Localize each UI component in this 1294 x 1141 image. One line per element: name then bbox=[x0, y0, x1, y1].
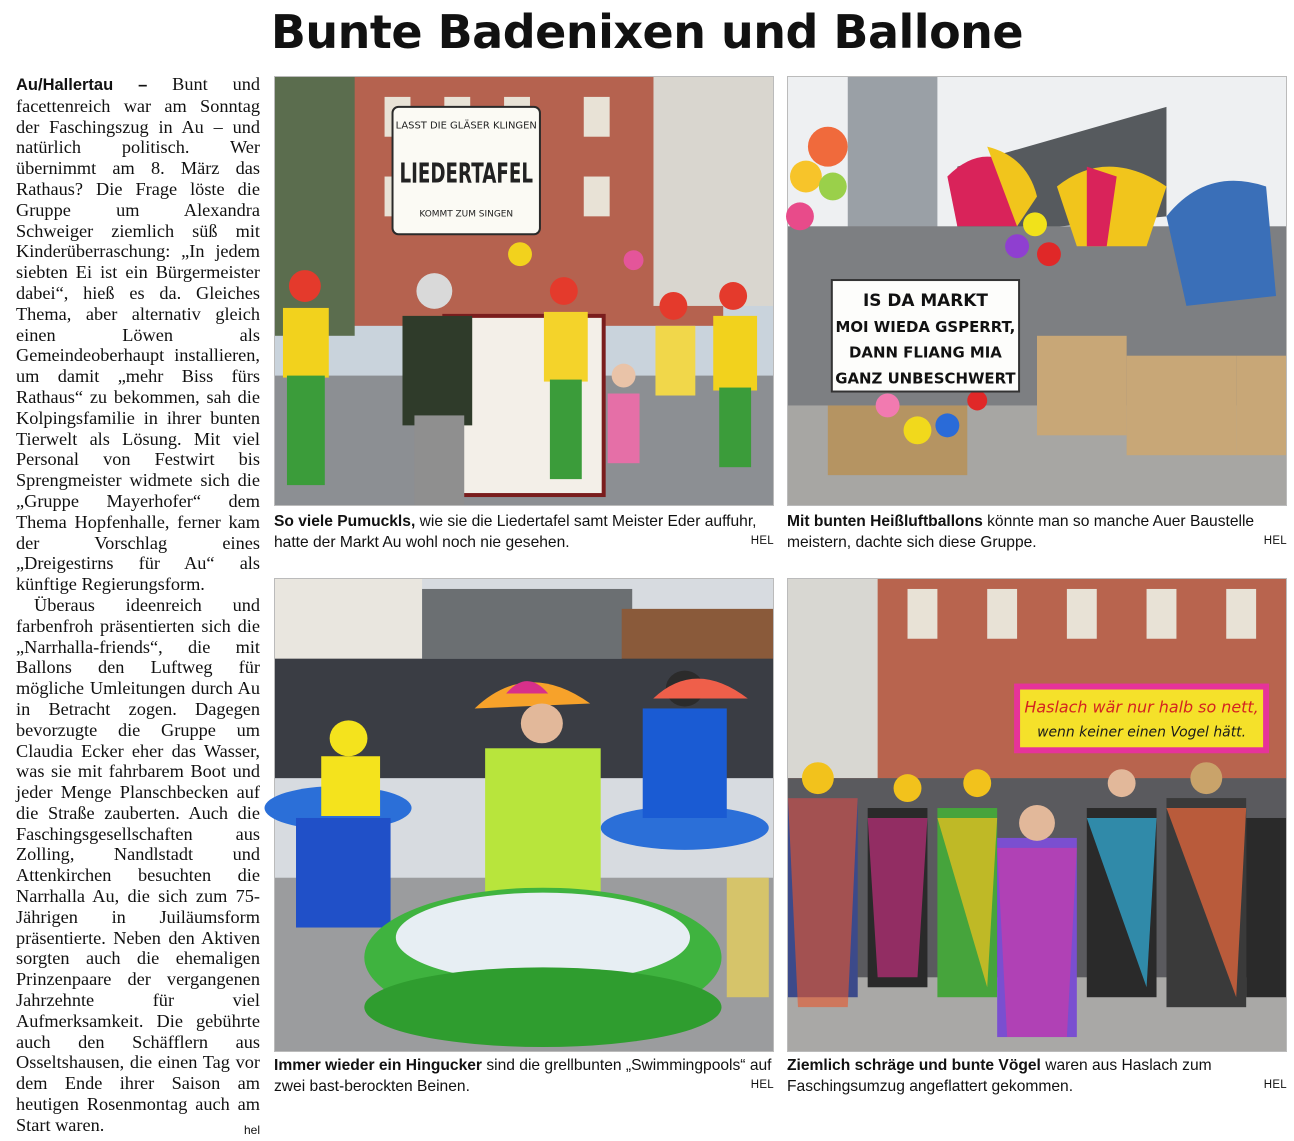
sign-line-1: IS DA MARKT bbox=[862, 289, 988, 310]
caption-1-text: wie sie die Liedertafel samt Meister Eder auffuhr, hatte der Markt Au wohl noch nie gesehen. bbox=[274, 513, 757, 551]
article-paragraph-2-text: Überaus ideenreich und farbenfroh präsentierten sich die „Narrhalla-friends“, die mit Ballons den Luftweg für mögliche Umleitungen durch Au in Betracht zogen. Dagegen bevorzugte die Gruppe um Claudia Ecker eher das Wasser, was sie mit fahrbarem Boot und jeder Menge Planschbecken auf die Straße zauberten. Auch die Faschingsgesellschaften aus Zolling, Nandlstadt und Attenkirchen besuchten die Narrhalla Au, die sich zum 75-Jährigen in Juiläumsform präsentierte. Neben den Aktiven sorgten auch die ehemaligen Prinzenpaare der vergangenen Jahrzehnte für viel Aufmerksamkeit. Die gebührte auch den Schäfflern aus Osseltshausen, die einen Tag vor dem Ende ihrer Saison am heutigen Rosenmontag auch am Start waren. bbox=[16, 594, 260, 1135]
article-paragraph-1-text: Bunt und facettenreich war am Sonntag der Faschingszug in Au – und natürlich politisch. Wer übernimmt am 8. März das Rathaus? Die Frage löste die Gruppe um Alexandra Schweiger ziemlich süß mit Kinderüberraschung: „In jedem siebten Ei ist ein Bürgermeister dabei“, hieß es da. Gleiches Thema, aber alternativ gleich einen Löwen als Gemeindeoberhaupt installieren, um damit „mehr Biss fürs Rathaus“ zu bekommen, sah die Kolpingsfamilie in ihrer bunten Tierwelt als Lösung. Mit viel Personal von Festwirt bis Sprengmeister widmete sich die „Gruppe Mayerhofer“ dem Thema Hopfenhalle, ferner kam der Vorschlag eines „Dreigestirns für Au“ als künftige Regierungsform. bbox=[16, 74, 261, 595]
article-paragraph-2 bbox=[16, 595, 260, 1136]
photo-heissluftballons-image bbox=[788, 77, 1286, 505]
caption-2-text: könnte man so manche Auer Baustelle meistern, dachte sich diese Gruppe. bbox=[787, 513, 1255, 551]
photo-liedertafel-image bbox=[275, 77, 773, 505]
caption-2 bbox=[787, 512, 1287, 553]
photo-swimmingpools bbox=[274, 578, 774, 1052]
banner-line-1: Haslach wär nur halb so nett, bbox=[1024, 697, 1259, 717]
caption-1 bbox=[274, 512, 774, 553]
caption-4 bbox=[787, 1056, 1287, 1097]
caption-4-text: waren aus Haslach zum Faschingsumzug angeflattert gekommen. bbox=[787, 1057, 1212, 1095]
article-paragraph-1 bbox=[16, 74, 260, 595]
sign-top-text: LASST DIE GLÄSER KLINGEN bbox=[395, 120, 537, 132]
caption-2-credit: HEL bbox=[1263, 534, 1287, 547]
banner-line-2: wenn keiner einen Vogel hätt. bbox=[1037, 724, 1247, 741]
photo-haslach bbox=[787, 578, 1287, 1052]
caption-3-credit: HEL bbox=[750, 1078, 774, 1091]
caption-1-lead: So viele Pumuckls, bbox=[274, 513, 416, 530]
photo-swimmingpools-image bbox=[275, 579, 773, 1051]
photo-haslach-image bbox=[788, 579, 1286, 1051]
photo-heissluftballons bbox=[787, 76, 1287, 506]
sign-line-4: GANZ UNBESCHWERT bbox=[835, 369, 1016, 388]
sign-bottom-text: KOMMT ZUM SINGEN bbox=[419, 209, 514, 220]
caption-4-lead: Ziemlich schräge und bunte Vögel bbox=[787, 1057, 1041, 1074]
headline: Bunte Badenixen und Ballone bbox=[270, 5, 1024, 59]
sign-line-2: MOI WIEDA GSPERRT, bbox=[835, 317, 1016, 336]
caption-3-text: sind die grellbunten „Swimmingpools“ auf zwei bast-berockten Beinen. bbox=[274, 1057, 772, 1095]
sign-main-text: LIEDERTAFEL bbox=[399, 156, 533, 190]
caption-1-credit: HEL bbox=[750, 534, 774, 547]
article-body bbox=[16, 74, 261, 1137]
caption-3-lead: Immer wieder ein Hingucker bbox=[274, 1057, 482, 1074]
dateline: Au/Hallertau – bbox=[16, 76, 148, 94]
author-kuerzel: hel bbox=[243, 1122, 260, 1137]
sign-line-3: DANN FLIANG MIA bbox=[849, 343, 1002, 362]
caption-4-credit: HEL bbox=[1263, 1078, 1287, 1091]
photo-liedertafel bbox=[274, 76, 774, 506]
caption-2-lead: Mit bunten Heißluftballons bbox=[787, 513, 983, 530]
caption-3 bbox=[274, 1056, 774, 1097]
